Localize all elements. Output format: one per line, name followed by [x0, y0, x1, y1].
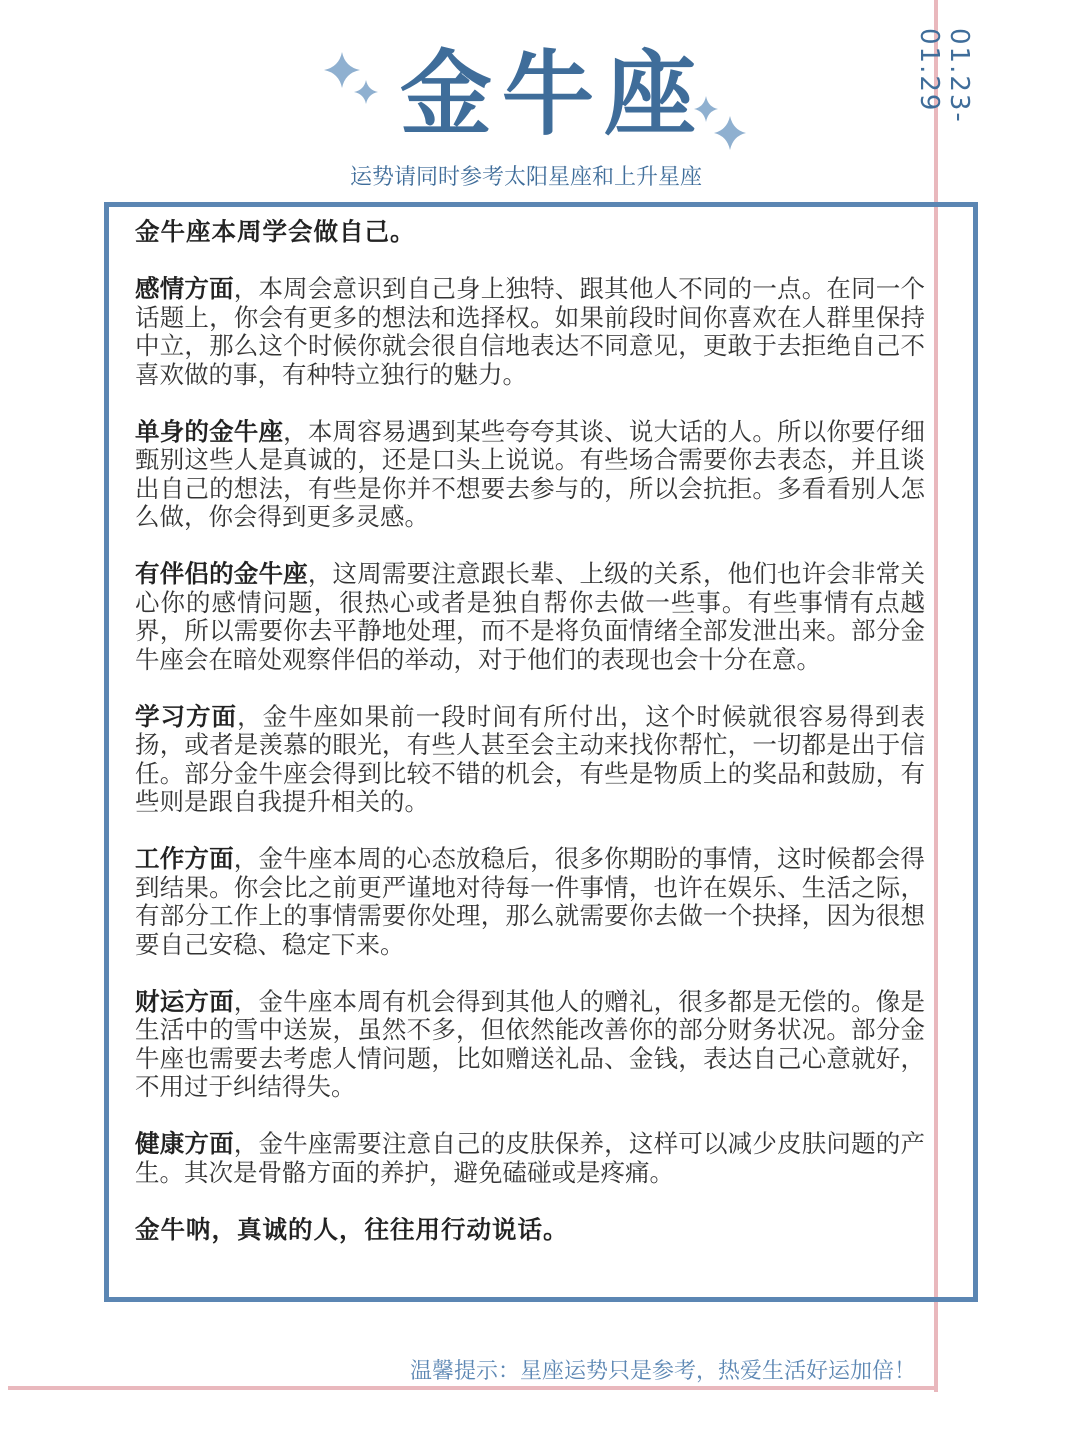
section-health — [135, 1130, 925, 1187]
section-heading: 工作方面 — [135, 844, 234, 873]
section-partnered — [135, 560, 925, 674]
closing-line: 金牛呐，真诚的人，往往用行动说话。 — [135, 1214, 569, 1244]
section-text: ，这周需要注意跟长辈、上级的关系，他们也许会非常关心你的感情问题，很热心或者是独自帮你去做一些事。有些事情有点越界，所以需要你去平静地处理，而不是将负面情绪全部发泄出来。部分金牛座会在暗处观察伴侣的举动，对于他们的表现也会十分在意。 — [135, 559, 926, 674]
section-heading: 健康方面 — [135, 1129, 234, 1158]
page-title: 金牛座 — [400, 41, 707, 148]
sparkle-icon — [322, 50, 382, 110]
section-love — [135, 275, 925, 389]
section-single — [135, 418, 925, 532]
section-text: ，本周容易遇到某些夸夸其谈、说大话的人。所以你要仔细甄别这些人是真诚的，还是口头上说说。有些场合需要你去表态，并且谈出自己的想法，有些是你并不想要去参与的，所以会抗拒。多看看别人怎么做，你会得到更多灵感。 — [135, 416, 926, 531]
section-text: ，金牛座需要注意自己的皮肤保养，这样可以减少皮肤问题的产生。其次是骨骼方面的养护，避免磕碰或是疼痛。 — [135, 1129, 926, 1187]
section-heading: 单身的金牛座 — [135, 416, 284, 446]
subtitle: 运势请同时参考太阳星座和上升星座 — [349, 165, 702, 190]
section-text: ，金牛座本周有机会得到其他人的赠礼，很多都是无偿的。像是生活中的雪中送炭，虽然不多，但依然能改善你的部分财务状况。部分金牛座也需要去考虑人情问题，比如赠送礼品、金钱，表达自己心意就好，不用过于纠结得失。 — [135, 986, 926, 1101]
section-heading: 学习方面 — [135, 701, 238, 731]
date-range: 01.23-01.29 — [914, 28, 974, 124]
intro-line: 金牛座本周学会做自己。 — [135, 217, 416, 246]
section-text: ，本周会意识到自己身上独特、跟其他人不同的一点。在同一个话题上，你会有更多的想法和选择权。如果前段时间你喜欢在人群里保持中立，那么这个时候你就会很自信地表达不同意见，更敢于去拒绝自己不喜欢做的事，有种特立独行的魅力。 — [135, 274, 926, 389]
section-wealth — [135, 988, 925, 1102]
section-heading: 财运方面 — [135, 986, 234, 1016]
section-text: ，金牛座本周的心态放稳后，很多你期盼的事情，这时候都会得到结果。你会比之前更严谨地对待每一件事情，也许在娱乐、生活之际，有部分工作上的事情需要你处理，那么就需要你去做一个抉择，因为很想要自己安稳、稳定下来。 — [135, 844, 926, 959]
section-work — [135, 845, 925, 959]
section-study — [135, 703, 925, 817]
section-text: ，金牛座如果前一段时间有所付出，这个时候就很容易得到表扬，或者是羡慕的眼光，有些人甚至会主动来找你帮忙，一切都是出于信任。部分金牛座会得到比较不错的机会，有些是物质上的奖品和鼓励，有些则是跟自我提升相关的。 — [135, 701, 926, 816]
pink-horizontal-line — [8, 1386, 938, 1390]
section-heading: 感情方面 — [135, 274, 234, 303]
section-heading: 有伴侣的金牛座 — [135, 559, 308, 588]
horoscope-content — [135, 218, 925, 1273]
footer-tip: 温馨提示：星座运势只是参考，热爱生活好运加倍！ — [410, 1359, 917, 1384]
